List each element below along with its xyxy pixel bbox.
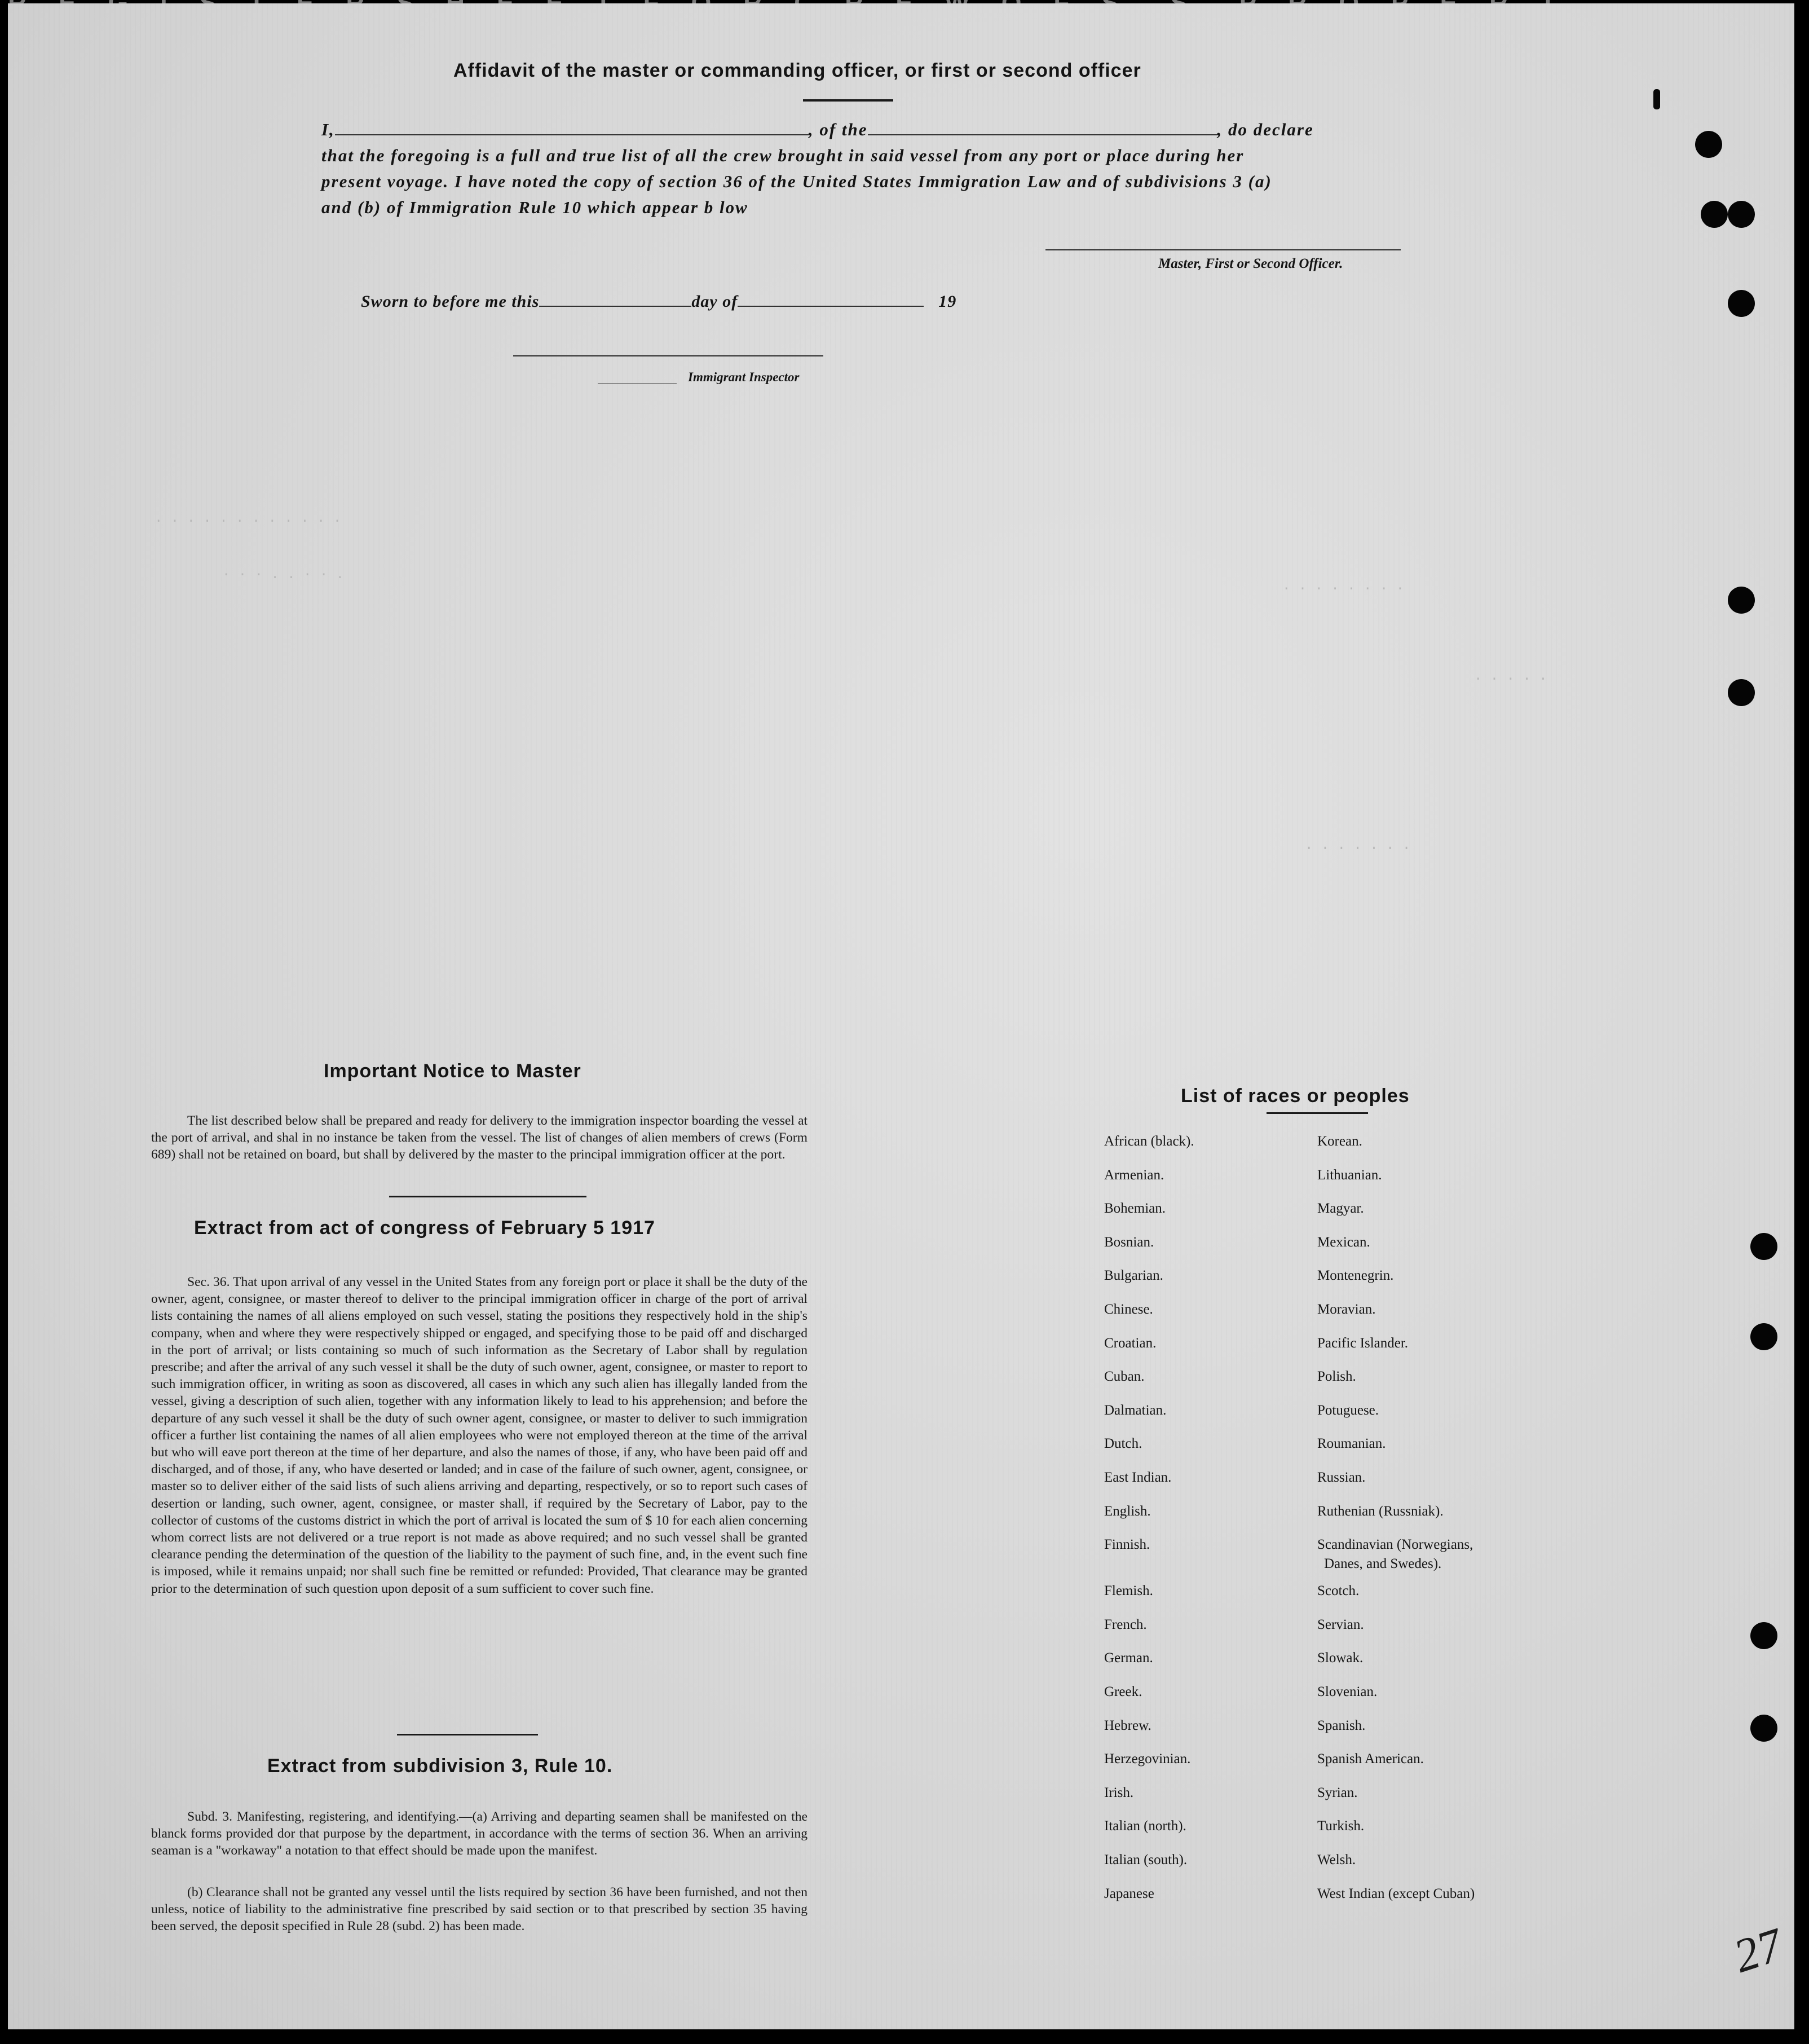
signature-line [1045, 249, 1401, 250]
race-item: Bosnian. [1104, 1235, 1154, 1250]
race-item: Potuguese. [1317, 1403, 1379, 1418]
race-item: Roumanian. [1317, 1436, 1386, 1451]
name-blank [335, 134, 809, 135]
race-item: Polish. [1317, 1369, 1356, 1384]
affidavit-line4: and (b) of Immigration Rule 10 which appear b low [321, 197, 748, 217]
ink-mark [1653, 89, 1660, 109]
affidavit-declare: , do declare [1217, 120, 1314, 139]
race-item: Dalmatian. [1104, 1403, 1167, 1418]
punch-hole [1750, 1233, 1777, 1260]
punch-hole [1701, 201, 1728, 228]
sworn-month-blank [738, 306, 924, 307]
punch-hole [1728, 290, 1755, 317]
race-item: Scandinavian (Norwegians, [1317, 1537, 1473, 1552]
race-item: Syrian. [1317, 1785, 1358, 1800]
race-item: French. [1104, 1617, 1147, 1632]
sworn-day-label: day of [691, 292, 738, 311]
sworn-day-blank [539, 306, 691, 307]
vessel-blank [868, 134, 1217, 135]
race-item: East Indian. [1104, 1470, 1172, 1485]
sworn-year: 19 [938, 292, 957, 311]
inspector-line [513, 355, 823, 356]
race-item: West Indian (except Cuban) [1317, 1886, 1475, 1901]
page-mark: 27 [1727, 1918, 1789, 1983]
affidavit-line1 [321, 120, 1403, 140]
race-item: Lithuanian. [1317, 1168, 1382, 1183]
sworn-line [361, 292, 956, 311]
inspector-label: Immigrant Inspector [688, 370, 800, 384]
race-item: Finnish. [1104, 1537, 1150, 1552]
race-item: Bulgarian. [1104, 1268, 1163, 1283]
race-item: Flemish. [1104, 1583, 1153, 1598]
notice-rule [389, 1196, 586, 1197]
race-item: Spanish American. [1317, 1751, 1424, 1767]
notice-text: The list described below shall be prepared and ready for delivery to the immigration inspector boarding the vessel at the port of arrival, and shal in no instance be taken from the vessel. The list of changes of alien members of crews (Form 689) shall not be retained on board, but shall by delivered by the master to the principal immigration officer at the port. [151, 1113, 808, 1162]
affidavit-of-the: , of the [808, 120, 868, 139]
extract-act-title: Extract from act of congress of February 5 1917 [194, 1217, 655, 1239]
races-title-rule [1267, 1112, 1368, 1114]
race-scandinavian-cont: Danes, and Swedes). [1324, 1556, 1442, 1571]
extract-rule-title: Extract from subdivision 3, Rule 10. [267, 1755, 613, 1777]
race-item: Montenegrin. [1317, 1268, 1394, 1283]
affidavit-i: I, [321, 120, 335, 139]
race-item: Chinese. [1104, 1302, 1153, 1317]
race-item: African (black). [1104, 1134, 1194, 1149]
race-item: English. [1104, 1504, 1151, 1519]
race-item: Hebrew. [1104, 1718, 1151, 1733]
race-item: Magyar. [1317, 1201, 1364, 1216]
affidavit-title-rule [803, 99, 893, 102]
punch-hole [1750, 1323, 1777, 1350]
race-item: Slovenian. [1317, 1684, 1378, 1699]
race-item: Korean. [1317, 1134, 1362, 1149]
sworn-label: Sworn to before me this [361, 292, 540, 311]
race-item: Herzegovinian. [1104, 1751, 1191, 1767]
punch-hole [1695, 131, 1722, 158]
race-item: Welsh. [1317, 1852, 1356, 1867]
punch-hole [1750, 1715, 1777, 1742]
affidavit-title: Affidavit of the master or commanding officer, or first or second officer [453, 60, 1141, 81]
paper-sheet: . . . . . . . . . . . . · · · . . · · . . . . . . . . . . . . . . . . . . . . . Affidavit of the master or commanding officer, or first or second officer I, , of the , do declare that the foregoing is a full and true list of all the crew brought in said vessel from any port or place during her present voyage. I have noted the copy of section 36 of the United States Immigration Law and of subdivisions 3 (a) and (b) of Immigration Rule 10 which appear b low Master, First or Second Officer. Sworn to before me this day of 19 Immigrant Inspector Important Notice to Master The list described below shall be prepared and ready for delivery to the immigration inspector boarding the vessel at the port of arrival, and shal in no instance be taken from the vessel. The list of changes of alien members of crews (Form 689) shall not be retained on board, but shall by delivered by the master to the principal immigration officer at the port. Extract from act of congress of February 5 1917 Sec. 36. That upon arrival of any vessel in the United States from any foreign port or place it shall be the duty of the owner, agent, consignee, or master thereof to deliver to the principal immigration officer in charge of the port of arrival lists containing the names of all aliens employed on such vessel, stating the positions they respectively hold in the ship's company, when and where they were respectively shipped or engaged, and specifying those to be paid off and discharged in the port of arrival; or lists containing so much of such information as the Secretary of Labor shall by regulation prescribe; and after the arrival of any such vessel it shall be the duty of such owner, agent, consignee, or master to report to such immigration officer, in writing as soon as discovered, all cases in which any such alien has illegally landed from the vessel, giving a description of such alien, together with any information likely to lead to his apprehension; and before the departure of any such vessel it shall be the duty of such owner agent, consignee, or master to deliver to such immigration officer a further list containing the names of all alien employees who were not employed thereon at the time of the arrival but who will eave port thereon at the time of her departure, and also the names of those, if any, who have been paid off and discharged, and of those, if any, who have deserted or landed; and in case of the failure of such owner, agent, consignee, or master so to deliver either of the said lists of such aliens arriving and departing, respectively, or so to report such cases of desertion or landing, such owner, agent, consignee, or master shall, if required by the Secretary of Labor, pay to the collector of customs of the customs district in which the port of arrival is located the sum of $ 10 for each alien concerning whom correct lists are not delivered or a true report is not made as above required; and no such vessel shall be granted clearance pending the determination of the question of the liability to the payment of such fine, and, in the event such fine is imposed, while it remains unpaid; nor shall such fine be remitted or refunded: Provided, That clearance may be granted prior to the determination of such question upon deposit of a sum sufficient to cover such fine. Extract from subdivision 3, Rule 10. Subd. 3. Manifesting, registering, and identifying.—(a) Arriving and departing seamen shall be manifested on the blanck forms provided dor that purpose by the department, in accordance with the terms of section 36. When an arriving seaman is a "workaway" a notation to that effect should be made upon the manifest. (b) Clearance shall not be granted any vessel until the lists required by section 36 have been furnished, and not then unless, notice of liability to the administrative fine prescribed by said section or to that prescribed by section 35 having been served, the deposit specified in Rule 28 (subd. 2) has been made. List of races or peoples African (black). Armenian. Bohemian. Bosnian. Bulgarian. Chinese. Croatian. Cuban. Dalmatian. Dutch. East Indian. English. Finnish. Flemish. French. German. Greek. Hebrew. Herzegovinian. Irish. Italian (north). Italian (south). Japanese Korean. Lithuanian. Magyar. Mexican. Montenegrin. Moravian. Pacific Islander. Polish. Potuguese. Roumanian. Russian. Ruthenian (Russniak). Scandinavian (Norwegians, Scotch. Servian. Slowak. Slovenian. Spanish. Spanish American. Syrian. Turkish. Welsh. West Indian (except Cuban) Danes, and Swedes). 27 [8, 3, 1794, 2029]
affidavit-line2: that the foregoing is a full and true list of all the crew brought in said vessel from any port or place during her [321, 146, 1245, 165]
race-item: Irish. [1104, 1785, 1134, 1800]
affidavit-line3: present voyage. I have noted the copy of section 36 of the United States Immigration Law and of subdivisions 3 (a) [321, 171, 1272, 191]
notice-title: Important Notice to Master [324, 1060, 581, 1082]
punch-hole [1728, 201, 1755, 228]
race-item: German. [1104, 1650, 1153, 1666]
races-title: List of races or peoples [1181, 1085, 1410, 1107]
race-item: Italian (north). [1104, 1818, 1186, 1834]
signature-label: Master, First or Second Officer. [1158, 256, 1343, 271]
race-item: Servian. [1317, 1617, 1364, 1632]
extract-act-text: Sec. 36. That upon arrival of any vessel in the United States from any foreign port or place it shall be the duty of the owner, agent, consignee, or master thereof to deliver to the principal immigration officer in charge of the port of arrival lists containing the names of all aliens employed on such vessel, stating the positions they respectively hold in the ship's company, when and where they were respectively shipped or engaged, and specifying those to be paid off and discharged in the port of arrival; or lists containing so much of such information as the Secretary of Labor shall by regulation prescribe; and after the arrival of any such vessel it shall be the duty of such owner, agent, consignee, or master to report to such immigration officer, in writing as soon as discovered, all cases in which any such alien has illegally landed from the vessel, giving a description of such alien, together with any information likely to lead to his apprehension; and before the departure of any such vessel it shall be the duty of such owner agent, consignee, or master to deliver to such immigration officer a further list containing the names of all alien employees who were not employed thereon at the time of the arrival but who will eave port thereon at the time of her departure, and also the names of those, if any, who have been paid off and discharged, and of those, if any, who have deserted or landed; and in case of the failure of such owner, agent, consignee, or master so to deliver either of the said lists of such aliens arriving and departing, respectively, or so to report such cases of desertion or landing, such owner, agent, consignee, or master shall, if required by the Secretary of Labor, pay to the collector of customs of the customs district in which the port of arrival is located the sum of $ 10 for each alien concerning whom correct lists are not delivered or a true report is not made as above required; and no such vessel shall be granted clearance pending the determination of the question of the liability to the payment of such fine, and, in the event such fine is imposed, while it remains unpaid; nor shall such fine be remitted or refunded: Provided, That clearance may be granted prior to the determination of such question upon deposit of a sum sufficient to cover such fine. [151, 1275, 808, 1596]
race-item: Bohemian. [1104, 1201, 1166, 1216]
race-item: Japanese [1104, 1886, 1154, 1901]
punch-hole [1750, 1622, 1777, 1649]
race-item: Dutch. [1104, 1436, 1142, 1451]
race-item: Cuban. [1104, 1369, 1145, 1384]
race-item: Mexican. [1317, 1235, 1370, 1250]
race-item: Croatian. [1104, 1336, 1157, 1351]
extract-rule-text-b: (b) Clearance shall not be granted any vessel until the lists required by section 36 have been furnished, and not then unless, notice of liability to the administrative fine prescribed by said section or to that prescribed by section 35 having been served, the deposit specified in Rule 28 (subd. 2) has been made. [151, 1885, 808, 1934]
race-item: Russian. [1317, 1470, 1366, 1485]
race-item: Italian (south). [1104, 1852, 1188, 1867]
extract-act-rule [397, 1734, 538, 1735]
punch-hole [1728, 587, 1755, 614]
race-item: Scotch. [1317, 1583, 1360, 1598]
race-item: Turkish. [1317, 1818, 1365, 1834]
race-item: Ruthenian (Russniak). [1317, 1504, 1444, 1519]
race-item: Armenian. [1104, 1168, 1164, 1183]
race-item: Moravian. [1317, 1302, 1376, 1317]
punch-hole [1728, 679, 1755, 706]
extract-rule-text-a: Subd. 3. Manifesting, registering, and identifying.—(a) Arriving and departing seamen shall be manifested on the blanck forms provided dor that purpose by the department, in accordance with the terms of section 36. When an arriving seaman is a "workaway" a notation to that effect should be made upon the manifest. [151, 1809, 808, 1858]
race-item: Pacific Islander. [1317, 1336, 1409, 1351]
race-item: Slowak. [1317, 1650, 1364, 1666]
race-item: Greek. [1104, 1684, 1142, 1699]
race-item: Spanish. [1317, 1718, 1366, 1733]
